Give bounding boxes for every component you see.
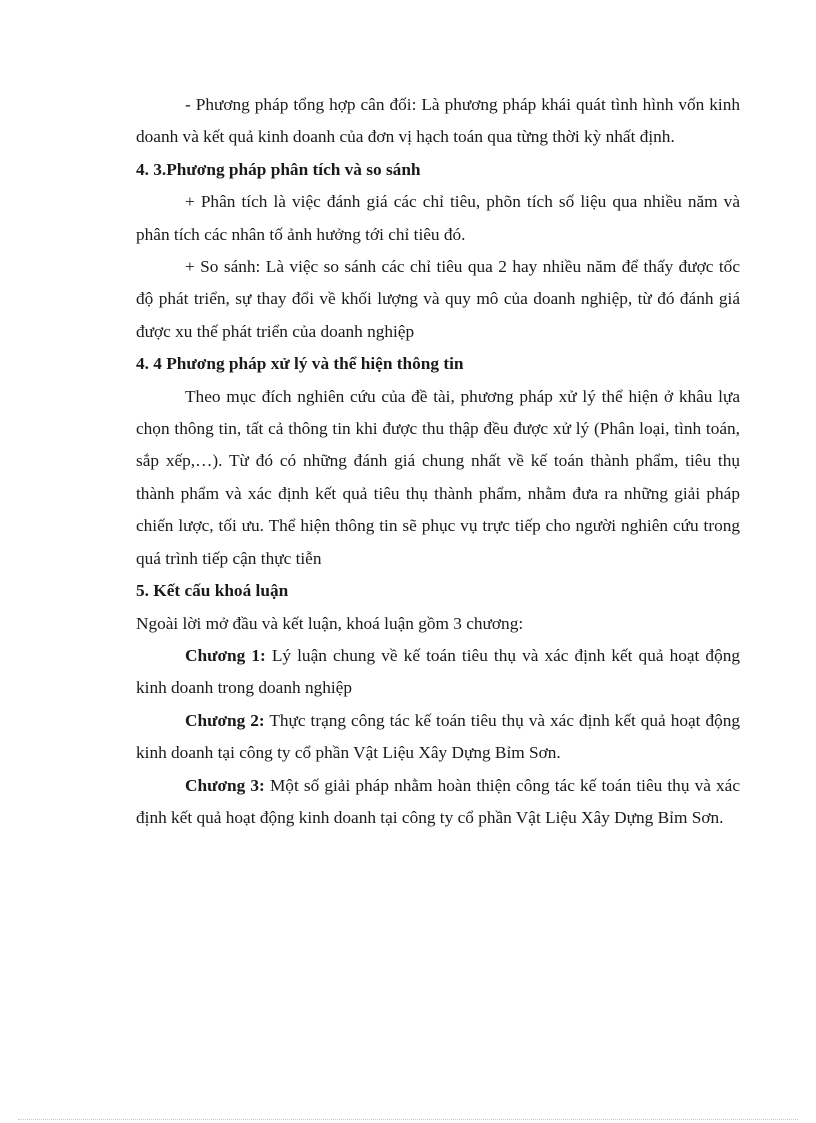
chapter-1-item xyxy=(136,640,740,705)
paragraph-tong-hop-can-doi: - Phương pháp tổng hợp cân đối: Là phương pháp khái quát tình hình vốn kinh doanh và kết quả kinh doanh của đơn vị hạch toán qua từng thời kỳ nhất định. xyxy=(136,95,740,147)
chapter-3-text: Một số giải pháp nhằm hoàn thiện công tác kế toán tiêu thụ và xác định kết quả hoạt động kinh doanh tại công ty cổ phần Vật Liệu Xây Dựng Bỉm Sơn. xyxy=(136,775,741,827)
chapter-2-text: Thực trạng công tác kế toán tiêu thụ và xác định kết quả hoạt động kinh doanh tại công ty cổ phần Vật Liệu Xây Dựng Bỉm Sơn. xyxy=(136,710,741,763)
page-bottom-rule xyxy=(18,1119,798,1120)
section-heading-5: 5. Kết cấu khoá luận xyxy=(136,581,289,601)
chapter-1-label: Chương 1: xyxy=(185,645,266,665)
chapter-1-text: Lý luận chung về kế toán tiêu thụ và xác định kết quả hoạt động kinh doanh trong doanh nghiệp xyxy=(136,645,740,698)
chapter-2-item xyxy=(136,705,740,770)
document-page xyxy=(136,89,740,834)
chapter-2-label: Chương 2: xyxy=(185,710,265,730)
paragraph-xu-ly-thong-tin: Theo mục đích nghiên cứu của đề tài, phương pháp xử lý thể hiện ở khâu lựa chọn thông tin, tất cả thông tin khi được thu thập đều được xử lý (Phân loại, tình toán, sắp xếp,…). Từ đó có những đánh giá chung nhất về kế toán thành phẩm, tiêu thụ thành phẩm và xác định kết quả tiêu thụ thành phẩm, nhằm đưa ra những giải pháp chiến lược, tối ưu. Thể hiện thông tin sẽ phục vụ trực tiếp cho người nghiên cứu trong quá trình tiếp cận thực tiễn xyxy=(136,386,740,568)
paragraph-so-sanh: + So sánh: Là việc so sánh các chỉ tiêu qua 2 hay nhiều năm để thấy được tốc độ phát triển, sự thay đổi về khối lượng và quy mô của doanh nghiệp, từ đó đánh giá được xu thế phát triển của doanh nghiệp xyxy=(136,257,740,341)
chapter-3-label: Chương 3: xyxy=(185,775,265,795)
chapter-3-item xyxy=(136,770,740,835)
section-heading-4-4: 4. 4 Phương pháp xử lý và thể hiện thông tin xyxy=(136,354,464,374)
paragraph-ket-cau-intro: Ngoài lời mở đầu và kết luận, khoá luận gồm 3 chương: xyxy=(136,613,524,633)
paragraph-phan-tich: + Phân tích là việc đánh giá các chỉ tiêu, phõn tích số liệu qua nhiều năm và phân tích các nhân tố ảnh hưởng tới chỉ tiêu đó. xyxy=(136,192,740,244)
section-heading-4-3: 4. 3.Phương pháp phân tích và so sánh xyxy=(136,159,421,179)
